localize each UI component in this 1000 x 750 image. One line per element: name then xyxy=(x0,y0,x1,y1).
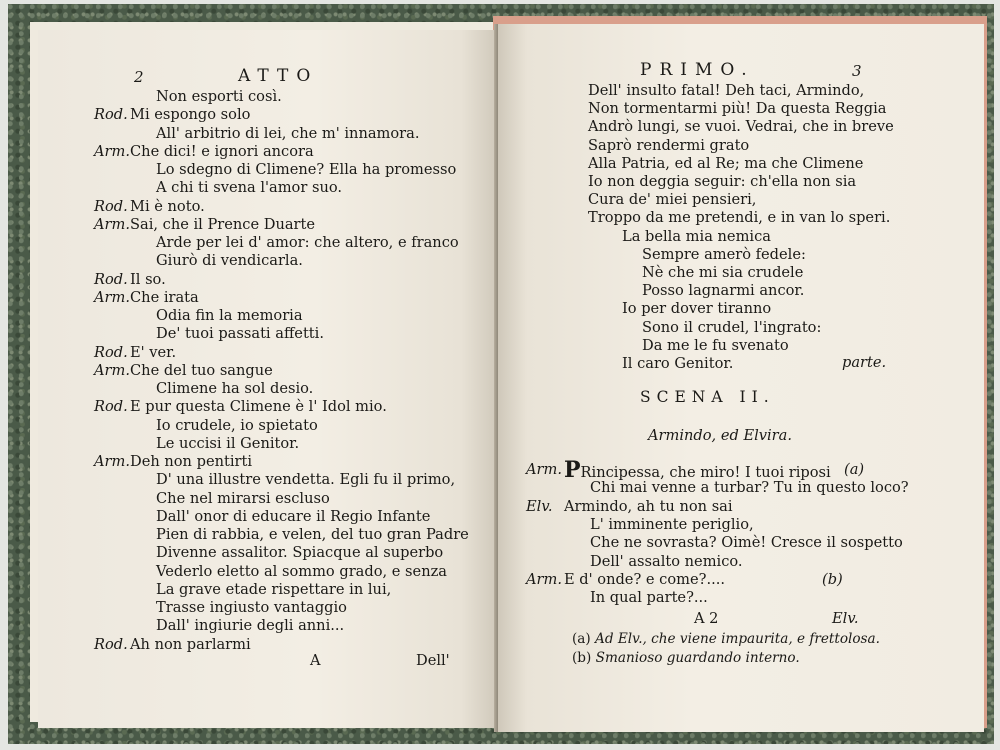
verse-line: La bella mia nemica xyxy=(622,227,771,245)
verse-text: Mi espongo solo xyxy=(130,106,251,124)
speaker-label: Arm. xyxy=(94,361,130,379)
verse-text: Lo sdegno di Climene? Ella ha promesso xyxy=(156,161,457,178)
speaker-label: Elv. xyxy=(526,497,553,515)
verse-line: Sempre amerò fedele: xyxy=(642,245,806,263)
verse-text: Che nel mirarsi escluso xyxy=(156,489,330,507)
dialogue-text-wrap xyxy=(590,589,708,607)
footnote-label: (b) xyxy=(572,649,592,666)
speaker-label: Rod. xyxy=(94,197,128,215)
footnote-marker: (a) xyxy=(844,461,865,478)
verse-text: Pien di rabbia, e velen, del tuo gran Padre xyxy=(156,526,469,543)
verse-text: Che del tuo sangue xyxy=(130,361,273,379)
verse-line: Il caro Genitor. xyxy=(622,355,734,372)
verse-text: Divenne assalitor. Spiacque al superbo xyxy=(156,544,444,562)
speaker-label: Rod. xyxy=(94,106,128,124)
verse-text: Giurò di vendicarla. xyxy=(156,252,303,270)
speaker-label: Arm. xyxy=(94,453,130,470)
speaker-label: Arm. xyxy=(526,570,562,588)
footnote-text: Ad Elv., che viene impaurita, e frettolosa. xyxy=(595,631,880,647)
right-page-number: 3 xyxy=(852,62,862,80)
verse-line: Troppo da me pretendi, e in van lo speri. xyxy=(588,209,891,227)
footnote xyxy=(572,630,880,648)
footnote xyxy=(572,649,800,667)
verse-text: Il so. xyxy=(130,270,166,288)
verse-text: Deh non pentirti xyxy=(130,453,253,470)
dialogue-text: Che ne sovrasta? Oimè! Cresce il sospetto xyxy=(590,534,903,552)
footnote-marker: (b) xyxy=(822,570,843,588)
dialogue-text-wrap xyxy=(590,516,754,534)
verse-text: D' una illustre vendetta. Egli fu il primo, xyxy=(156,471,456,489)
verse-line: Cura de' miei pensieri, xyxy=(588,191,757,209)
right-catchword: Elv. xyxy=(832,610,859,627)
speaker-label: Rod. xyxy=(94,343,128,361)
speaker-label: Rod. xyxy=(94,270,128,288)
verse-text: Dall' onor di educare il Regio Infante xyxy=(156,507,431,525)
left-signature: A xyxy=(310,652,321,669)
right-running-header: PRIMO. xyxy=(640,60,755,80)
dialogue-text: Rincipessa, che miro! I tuoi riposi xyxy=(580,464,831,481)
speaker-label: Arm. xyxy=(94,142,130,160)
verse-text: Non esporti così. xyxy=(156,88,282,105)
verse-line: Alla Patria, ed al Re; ma che Climene xyxy=(588,154,864,172)
footnote-label: (a) xyxy=(572,631,591,647)
verse-text: De' tuoi passati affetti. xyxy=(156,325,324,343)
verse-text: A chi ti svena l'amor suo. xyxy=(156,179,343,197)
verse-line: Posso lagnarmi ancor. xyxy=(642,282,805,300)
verse-line: Saprò rendermi grato xyxy=(588,136,750,154)
verse-line: Dell' insulto fatal! Deh taci, Armindo, xyxy=(588,82,865,99)
dialogue-text: Armindo, ah tu non sai xyxy=(564,497,733,515)
exit-direction: parte. xyxy=(842,354,887,371)
dialogue-text-wrap xyxy=(564,571,725,589)
verse-text: E' ver. xyxy=(130,343,177,361)
dialogue-text: Dell' assalto nemico. xyxy=(590,552,743,570)
verse-text: Le uccisi il Genitor. xyxy=(156,434,300,452)
dialogue-text: L' imminente periglio, xyxy=(590,515,754,533)
dialogue-text: E d' onde? e come?.... xyxy=(564,570,726,588)
speaker-label: Arm. xyxy=(94,215,130,233)
verse-text: Ah non parlarmi xyxy=(130,635,251,653)
verse-line: Sono il crudel, l'ingrato: xyxy=(642,318,822,336)
footnote-text: Smanioso guardando interno. xyxy=(595,649,800,666)
verse-text: Vederlo eletto al sommo grado, e senza xyxy=(156,562,447,580)
verse-line: Andrò lungi, se vuoi. Vedrai, che in breve xyxy=(588,118,894,136)
verse-line: Non tormentarmi più! Da questa Reggia xyxy=(588,100,887,118)
verse-text: E pur questa Climene è l' Idol mio. xyxy=(130,398,387,416)
verse-text: Dall' ingiurie degli anni... xyxy=(156,617,345,635)
verse-text: Trasse ingiusto vantaggio xyxy=(156,599,347,616)
dialogue-text: In qual parte?... xyxy=(590,589,708,607)
left-running-header: ATTO xyxy=(238,66,319,86)
verse-text: Arde per lei d' amor: che altero, e franco xyxy=(156,234,459,251)
dialogue-text: Chi mai venne a turbar? Tu in questo loco? xyxy=(590,479,909,497)
left-catchword: Dell' xyxy=(416,652,450,669)
verse-text: Mi è noto. xyxy=(130,197,205,215)
verse-text: Che dici! e ignori ancora xyxy=(130,142,314,160)
dialogue-text-wrap xyxy=(564,498,733,516)
speaker-label: Rod. xyxy=(94,635,128,653)
right-page xyxy=(498,24,984,732)
verse-text: Sai, che il Prence Duarte xyxy=(130,215,316,233)
dialogue-text-wrap xyxy=(590,479,909,497)
scene-characters: Armindo, ed Elvira. xyxy=(648,427,792,444)
verse-text: La grave etade rispettare in lui, xyxy=(156,580,392,598)
verse-line: Io per dover tiranno xyxy=(622,300,772,318)
drop-cap-initial: P xyxy=(564,457,581,483)
verse-text: Che irata xyxy=(130,288,199,306)
verse-text: Odia fin la memoria xyxy=(156,307,303,324)
verse-text: All' arbitrio di lei, che m' innamora. xyxy=(156,124,420,142)
right-signature: A 2 xyxy=(694,610,719,627)
dialogue-text-wrap xyxy=(590,534,903,552)
verse-line: Da me le fu svenato xyxy=(642,336,789,354)
dialogue-text-wrap xyxy=(590,553,743,571)
scene-title: SCENA II. xyxy=(640,388,775,406)
verse-text: Io crudele, io spietato xyxy=(156,416,318,434)
verse-line: Io non deggia seguir: ch'ella non sia xyxy=(588,173,857,190)
left-page-number: 2 xyxy=(134,68,144,86)
speaker-label: Rod. xyxy=(94,398,128,416)
speaker-label: Arm. xyxy=(94,288,130,306)
verse-text: Climene ha sol desio. xyxy=(156,380,314,397)
left-page xyxy=(38,30,498,728)
verse-line: Nè che mi sia crudele xyxy=(642,264,804,281)
speaker-label: Arm. xyxy=(526,461,562,478)
